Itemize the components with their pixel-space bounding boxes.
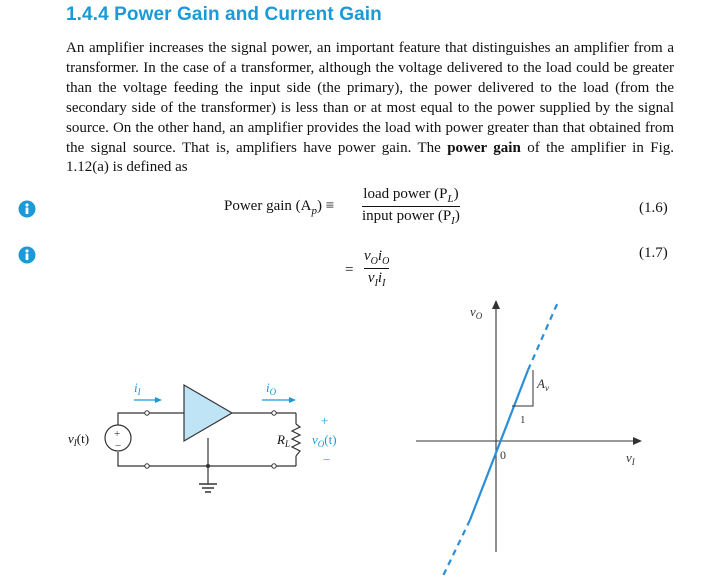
ground-symbol: [199, 484, 217, 492]
transfer-line: [470, 370, 528, 520]
output-voltage-label: $v_O(t)$: [312, 432, 337, 449]
equation-number-1-7: (1.7): [639, 245, 668, 261]
y-axis-arrowhead: [492, 300, 500, 309]
equation-1-6-fraction: load power $(P_L)$ input power $(P_I)$: [362, 186, 460, 227]
x-axis-arrowhead: [633, 437, 642, 445]
source-voltage-label: $v_I(t)$: [68, 431, 90, 448]
power-gain-term: power gain: [447, 139, 521, 156]
paragraph-lead: An amplifier increases the signal power, an important feature that distinguishes an amplifier from a transformer. In the case of a transformer, although the voltage delivered to the load could be greater than the voltage feeding the input side (the primary), the power delivered to the load (from the secondary side of the transformer) is less than or at most equal to the power supplied by the signal source. On the other hand, an amplifier provides the load with power greater than that obtained from the signal source. That is, amplifiers have power gain. The: [66, 40, 674, 156]
input-current-arrow: [155, 397, 162, 403]
input-current-label: $i_I$: [134, 380, 141, 397]
amplifier-triangle: [184, 385, 232, 441]
transfer-characteristic-graph: [400, 290, 660, 579]
transfer-line-extension-top: [528, 302, 558, 370]
source-minus-sign: −: [115, 440, 122, 452]
equation-number-1-6: (1.6): [639, 200, 668, 216]
output-current-arrow: [289, 397, 296, 403]
x-axis-label: $v_I$: [626, 450, 635, 467]
paragraph-tail: of the amplifier in Fig. 1.12(a) is defined as: [66, 139, 674, 176]
output-plus-sign: +: [321, 413, 329, 428]
source-plus-sign: +: [114, 428, 121, 440]
load-resistor-label: $R_L$: [277, 432, 290, 449]
origin-label: 0: [500, 448, 506, 462]
output-current-label: $i_O$: [266, 380, 277, 397]
equation-1-6-label: Power gain $(A_p)$ ≡: [224, 198, 335, 217]
equation-1-7-fraction: $v_Oi_O$ $v_Ii_I$: [364, 248, 390, 289]
transfer-line-extension-bottom: [442, 520, 470, 578]
output-minus-sign: −: [323, 452, 331, 467]
step-label: 1: [520, 414, 526, 426]
load-resistor: [292, 424, 300, 456]
slope-label: $A_v$: [537, 376, 549, 393]
y-axis-label: $v_O$: [470, 304, 483, 321]
section-heading: 1.4.4 Power Gain and Current Gain: [66, 4, 382, 25]
equation-1-7-equals: =: [345, 262, 354, 278]
